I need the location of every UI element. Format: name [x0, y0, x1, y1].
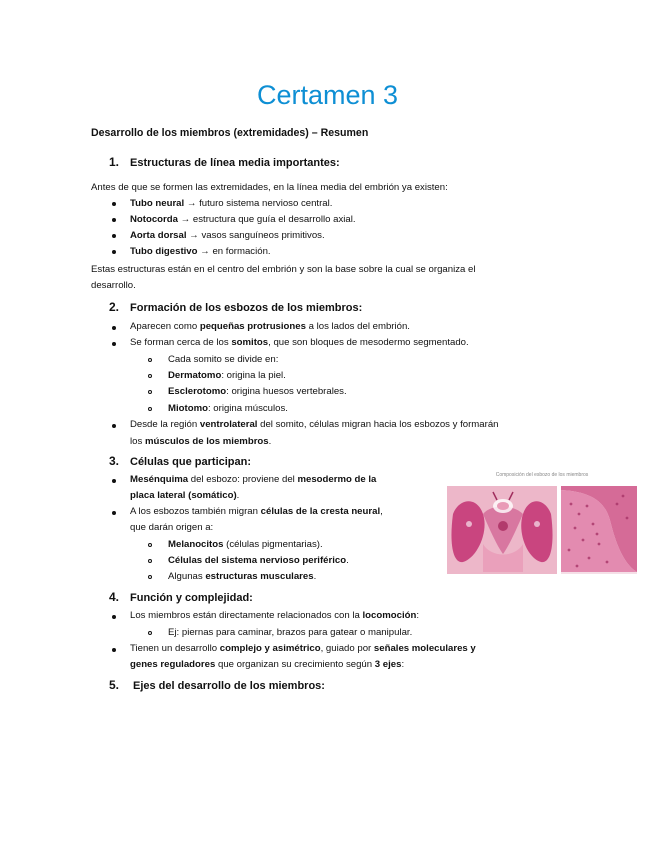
section-2-number: 2.	[109, 300, 120, 314]
section-5-number: 5.	[109, 678, 120, 692]
bullet-dot	[112, 218, 116, 222]
section-2-heading: Formación de los esbozos de los miembros:	[130, 302, 363, 314]
sub-bullet-circle	[148, 631, 152, 635]
sub-bullet-circle	[148, 374, 152, 378]
histology-images	[447, 484, 637, 584]
sub-bullet-circle	[148, 358, 152, 362]
list-item-cont: los músculos de los miembros.	[130, 436, 272, 447]
list-item-cont: que darán origen a:	[130, 522, 214, 533]
bullet-dot	[112, 326, 116, 330]
list-item: Mesénquima del esbozo: proviene del mesodermo de la	[130, 474, 377, 485]
section-4-heading: Función y complejidad:	[130, 592, 253, 604]
sub-list-item: Miotomo: origina músculos.	[168, 403, 288, 414]
sub-list-item: Ej: piernas para caminar, brazos para gatear o manipular.	[168, 627, 413, 638]
list-item: Los miembros están directamente relacionados con la locomoción:	[130, 610, 420, 621]
bullet-dot	[112, 202, 116, 206]
figure-caption: Composición del esbozo de los miembros	[495, 472, 589, 478]
sub-list-item: Algunas estructuras musculares.	[168, 571, 317, 582]
list-item: Tubo neural → futuro sistema nervioso central.	[130, 198, 333, 209]
sub-bullet-circle	[148, 559, 152, 563]
list-item: Tienen un desarrollo complejo y asimétrico, guiado por señales moleculares y	[130, 643, 476, 654]
list-item: Se forman cerca de los somitos, que son bloques de mesodermo segmentado.	[130, 337, 469, 348]
list-item: A los esbozos también migran células de la cresta neural,	[130, 506, 383, 517]
sub-bullet-circle	[148, 543, 152, 547]
sub-list-item: Esclerotomo: origina huesos vertebrales.	[168, 386, 347, 397]
document-subtitle: Desarrollo de los miembros (extremidades) – Resumen	[91, 127, 369, 139]
section-1-outro-cont: desarrollo.	[91, 280, 136, 291]
section-3-number: 3.	[109, 454, 120, 468]
section-1-number: 1.	[109, 155, 120, 169]
bullet-dot	[112, 511, 116, 515]
sub-bullet-circle	[148, 390, 152, 394]
list-item-cont: placa lateral (somático).	[130, 490, 240, 501]
section-3-heading: Células que participan:	[130, 456, 252, 468]
section-1-intro: Antes de que se formen las extremidades, en la línea media del embrión ya existen:	[91, 182, 448, 193]
limb-bud-histology-figure	[447, 472, 637, 578]
page-title: Certamen 3	[256, 80, 399, 110]
list-item: Aorta dorsal → vasos sanguíneos primitivos.	[130, 230, 325, 241]
section-5-heading: Ejes del desarrollo de los miembros:	[133, 680, 325, 692]
list-item: Tubo digestivo → en formación.	[130, 246, 271, 257]
bullet-dot	[112, 479, 116, 483]
list-item: Notocorda → estructura que guía el desarrollo axial.	[130, 214, 356, 225]
bullet-dot	[112, 648, 116, 652]
list-item-cont: genes reguladores que organizan su crecimiento según 3 ejes:	[130, 659, 405, 670]
bullet-dot	[112, 615, 116, 619]
section-1-outro: Estas estructuras están en el centro del embrión y son la base sobre la cual se organiza el	[91, 264, 476, 275]
section-4-number: 4.	[109, 590, 120, 604]
bullet-dot	[112, 342, 116, 346]
sub-list-item: Dermatomo: origina la piel.	[168, 370, 286, 381]
bullet-dot	[112, 424, 116, 428]
bullet-dot	[112, 250, 116, 254]
list-item: Desde la región ventrolateral del somito, células migran hacia los esbozos y formarán	[130, 419, 499, 430]
sub-list-item: Cada somito se divide en:	[168, 354, 279, 365]
sub-list-item: Melanocitos (células pigmentarias).	[168, 539, 323, 550]
sub-bullet-circle	[148, 407, 152, 411]
sub-bullet-circle	[148, 575, 152, 579]
list-item: Aparecen como pequeñas protrusiones a los lados del embrión.	[130, 321, 410, 332]
sub-list-item: Células del sistema nervioso periférico.	[168, 555, 349, 566]
section-1-heading: Estructuras de línea media importantes:	[130, 157, 340, 169]
bullet-dot	[112, 234, 116, 238]
